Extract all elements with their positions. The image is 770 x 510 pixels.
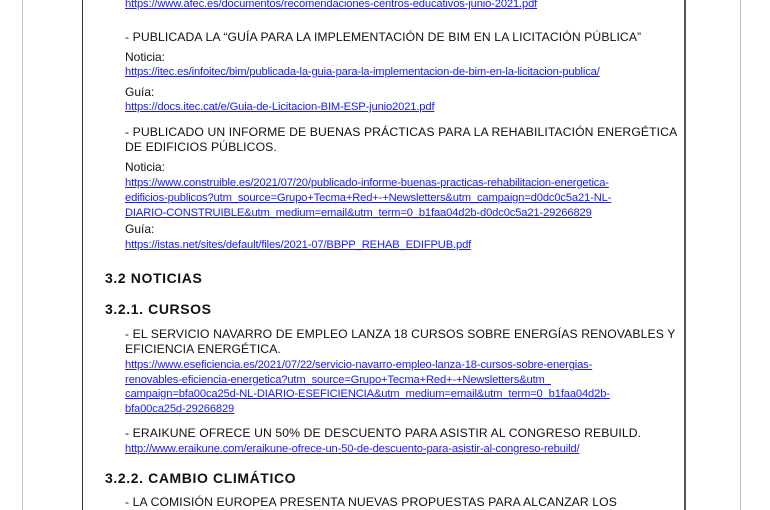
guia-label: Guía:: [125, 85, 155, 99]
noticia-label: Noticia:: [125, 50, 166, 64]
section-heading-cambio-climatico: 3.2.2. CAMBIO CLIMÁTICO: [105, 470, 297, 486]
afec-document-link[interactable]: https://www.afec.es/documentos/recomendaciones-centros-educativos-junio-2021.pdf: [125, 0, 538, 10]
news-item-bim-title: - PUBLICADA LA “GUÍA PARA LA IMPLEMENTACIÓN DE BIM EN LA LICITACIÓN PÚBLICA”: [125, 30, 642, 44]
navarro-link-line3[interactable]: campaign=bfa00ca25d-NL-DIARIO-ESEFICIENCIA&utm_medium=email&utm_term=0_b1faa04d2b-: [125, 388, 610, 400]
news-item-eraikune-title: - ERAIKUNE OFRECE UN 50% DE DESCUENTO PARA ASISTIR AL CONGRESO REBUILD.: [125, 426, 642, 440]
noticia-label: Noticia:: [125, 160, 166, 174]
news-item-informe-title-line1: - PUBLICADO UN INFORME DE BUENAS PRÁCTICAS PARA LA REHABILITACIÓN ENERGÉTICA: [125, 125, 678, 139]
bim-noticia-link[interactable]: https://itec.es/infoitec/bim/publicada-la-guia-para-la-implementacion-de-bim-en-la-licitacion-publica/: [125, 66, 600, 78]
eraikune-link[interactable]: http://www.eraikune.com/eraikune-ofrece-un-50-de-descuento-para-asistir-al-congreso-rebuild/: [125, 443, 580, 455]
informe-noticia-link-line2[interactable]: edificios-publicos?utm_source=Grupo+Tecma+Red+-+Newsletters&utm_campaign=d0dc0c5a21-NL-: [125, 192, 612, 204]
news-item-navarro-title-line1: - EL SERVICIO NAVARRO DE EMPLEO LANZA 18 CURSOS SOBRE ENERGÍAS RENOVABLES Y: [125, 327, 676, 341]
informe-noticia-link-line3[interactable]: DIARIO-CONSTRUIBLE&utm_medium=email&utm_term=0_b1faa04d2b-d0dc0c5a21-29266829: [125, 207, 592, 219]
news-item-navarro-title-line2: EFICIENCIA ENERGÉTICA.: [125, 342, 281, 356]
navarro-link-line2[interactable]: renovables-eficiencia-energetica?utm_source=Grupo+Tecma+Red+-+Newsletters&utm_: [125, 374, 551, 386]
bim-guia-link[interactable]: https://docs.itec.cat/e/Guia-de-Licitacion-BIM-ESP-junio2021.pdf: [125, 101, 435, 113]
document-page: [82, 0, 686, 510]
navarro-link-line4[interactable]: bfa00ca25d-29266829: [125, 403, 235, 415]
guia-label: Guía:: [125, 222, 155, 236]
section-heading-noticias: 3.2 NOTICIAS: [105, 270, 203, 286]
news-item-informe-title-line2: DE EDIFICIOS PÚBLICOS.: [125, 140, 277, 154]
news-item-comision-title-cut: - LA COMISIÓN EUROPEA PRESENTA NUEVAS PROPUESTAS PARA ALCANZAR LOS: [125, 495, 617, 509]
informe-noticia-link-line1[interactable]: https://www.construible.es/2021/07/20/publicado-informe-buenas-practicas-rehabilitacion-energetica-: [125, 177, 609, 189]
section-heading-cursos: 3.2.1. CURSOS: [105, 301, 212, 317]
informe-guia-link[interactable]: https://istas.net/sites/default/files/2021-07/BBPP_REHAB_EDIFPUB.pdf: [125, 239, 472, 251]
navarro-link-line1[interactable]: https://www.eseficiencia.es/2021/07/22/servicio-navarro-empleo-lanza-18-cursos-sobre-energias-: [125, 359, 593, 371]
